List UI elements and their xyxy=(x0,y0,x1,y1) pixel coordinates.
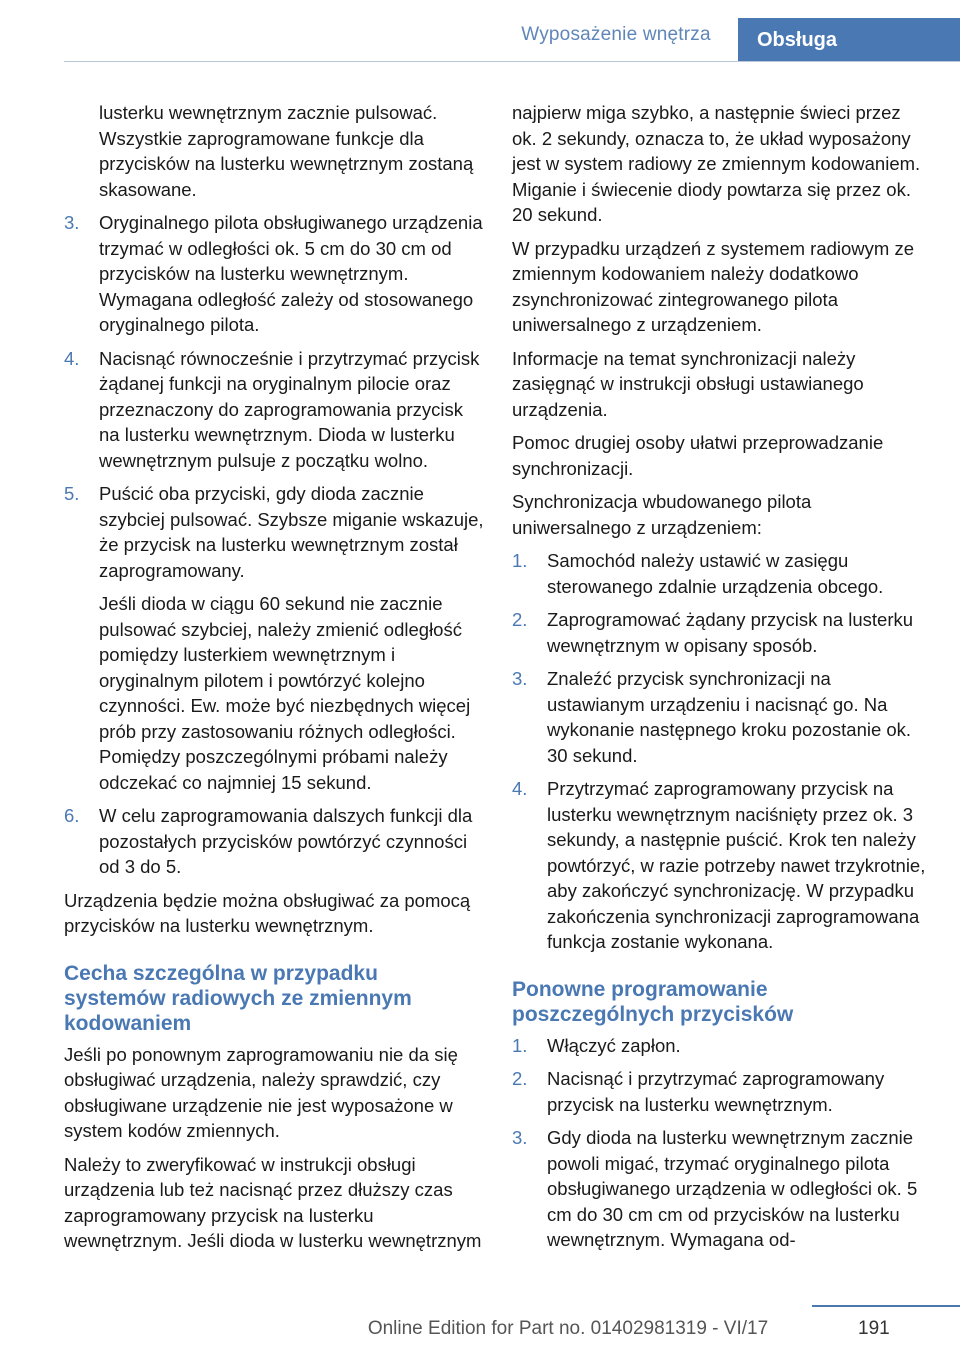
page-number: 191 xyxy=(858,1318,890,1339)
section-heading: Ponowne programowanie poszczególnych przycisków xyxy=(512,977,794,1026)
list-text: Zaprogramować żądany przycisk na lusterku wewnętrznym w opisany sposób. xyxy=(547,609,914,656)
list-number: 4. xyxy=(512,778,528,799)
list-item xyxy=(512,1125,930,1253)
intro-paragraph: lusterku wewnętrznym zacznie pulsować. Wszystkie zaprogramowane funkcje dla przycisków na lusterku wewnętrznym zostaną skasowane. xyxy=(99,102,474,200)
list-text: Oryginalnego pilota obsługiwanego urządzenia trzymać w odległości ok. 5 cm do 30 cm od przycisków na lusterku wewnętrznym. Wymagana odległość zależy od stosowanego oryginalnego pilota. xyxy=(99,212,483,335)
list-text: Gdy dioda na lusterku wewnętrznym zacznie powoli migać, trzymać oryginalnego pilota obsługiwanego urządzenia w odległości ok. 5 cm do 30 cm cm od przycisków na lusterku wewnętrznym. Wymagana od- xyxy=(547,1127,918,1250)
section-title: Wyposażenie wnętrza xyxy=(521,24,711,45)
left-column xyxy=(64,100,484,1262)
paragraph: najpierw miga szybko, a następnie świeci przez ok. 2 sekundy, oznacza to, że układ wyposażony jest w system radiowy ze zmiennym kodowaniem. Miganie i świecenie diody powtarza się przez ok. 20 sekund. xyxy=(512,102,921,225)
list-text: W celu zaprogramowania dalszych funkcji dla pozostałych przycisków powtórzyć czynności od 3 do 5. xyxy=(99,805,473,877)
paragraph: Urządzenia będzie można obsługiwać za pomocą przycisków na lusterku wewnętrznym. xyxy=(64,889,471,936)
list-number: 6. xyxy=(64,805,80,826)
right-column xyxy=(512,100,930,1261)
list-item-continuation: Jeśli dioda w ciągu 60 sekund nie zacznie pulsować szybciej, należy zmienić odległość pomiędzy lusterkiem wewnętrznym i oryginalnym pilotem i powtórzyć kolejno czynności. Ew. może być niezbędnych więcej prób przy zastosowaniu różnych odległości. Pomiędzy poszczególnymi próbami należy odczekać co najmniej 15 sekund. xyxy=(99,593,471,793)
paragraph: Jeśli po ponownym zaprogramowaniu nie da się obsługiwać urządzenia, należy sprawdzić, czy obsługiwane urządzenie nie jest wyposażone w system kodów zmiennych. xyxy=(64,1043,458,1141)
chapter-tab: Obsługa xyxy=(738,18,960,62)
paragraph: Pomoc drugiej osoby ułatwi przeprowadzanie synchronizacji. xyxy=(512,432,884,479)
list-item xyxy=(512,607,930,658)
page-header xyxy=(0,0,960,62)
list-number: 3. xyxy=(64,212,80,233)
list-number: 1. xyxy=(512,1034,528,1056)
list-item xyxy=(64,481,484,583)
paragraph: Informacje na temat synchronizacji należy zasięgnąć w instrukcji obsługi ustawianego urządzenia. xyxy=(512,347,864,420)
list-number: 2. xyxy=(512,1068,528,1089)
section-heading: Cecha szczególna w przypadku systemów radiowych ze zmiennym kodowaniem xyxy=(64,961,412,1035)
list-number: 5. xyxy=(64,483,80,504)
list-text: Przytrzymać zaprogramowany przycisk na lusterku wewnętrznym naciśnięty przez ok. 3 sekundy, a następnie puścić. Krok ten należy powtórzyć, w razie potrzeby nawet trzykrotnie, aby zakończyć synchronizację. W przypadku zakończenia synchronizacji zaprogramowana funkcja zostanie wykonana. xyxy=(547,778,926,952)
list-item xyxy=(512,548,930,599)
list-number: 4. xyxy=(64,347,80,369)
list-text: Samochód należy ustawić w zasięgu sterowanego zdalnie urządzenia obcego. xyxy=(547,550,884,597)
paragraph: Należy to zweryfikować w instrukcji obsługi urządzenia lub też nacisnąć przez dłuższy czas zaprogramowany przycisk na lusterku wewnętrznym. Jeśli dioda w lusterku wewnętrznym xyxy=(64,1153,482,1251)
list-item xyxy=(512,666,930,768)
list-item xyxy=(64,346,484,474)
list-item xyxy=(512,1066,930,1117)
list-item xyxy=(512,1033,930,1059)
list-text: Nacisnąć i przytrzymać zaprogramowany przycisk na lusterku wewnętrznym. xyxy=(547,1068,885,1115)
list-item xyxy=(64,210,484,338)
list-item xyxy=(512,776,930,955)
header-divider xyxy=(64,61,960,62)
list-text: Włączyć zapłon. xyxy=(547,1034,681,1056)
list-text: Nacisnąć równocześnie i przytrzymać przycisk żądanej funkcji na oryginalnym pilocie oraz przeznaczony do zaprogramowania przycisk na lusterku wewnętrznym. Dioda w lusterku wewnętrznym pulsuje z początku wolno. xyxy=(99,347,480,471)
list-number: 1. xyxy=(512,550,528,571)
list-text: Znaleźć przycisk synchronizacji na ustawianym urządzeniu i nacisnąć go. Na wykonanie następnego kroku pozostanie ok. 30 sekund. xyxy=(547,668,912,766)
paragraph: W przypadku urządzeń z systemem radiowym ze zmiennym kodowaniem należy dodatkowo zsynchronizować zintegrowanego pilota uniwersalnego z urządzeniem. xyxy=(512,237,914,335)
list-number: 3. xyxy=(512,668,528,689)
list-item xyxy=(64,803,484,880)
list-number: 3. xyxy=(512,1127,528,1148)
list-text: Puścić oba przyciski, gdy dioda zacznie szybciej pulsować. Szybsze miganie wskazuje, że przycisk na lusterku wewnętrznym został zaprogramowany. xyxy=(99,483,484,581)
list-number: 2. xyxy=(512,609,528,630)
edition-note: Online Edition for Part no. 01402981319 - VI/17 xyxy=(367,1318,769,1339)
footer-divider xyxy=(812,1305,960,1307)
paragraph: Synchronizacja wbudowanego pilota uniwersalnego z urządzeniem: xyxy=(512,491,812,538)
